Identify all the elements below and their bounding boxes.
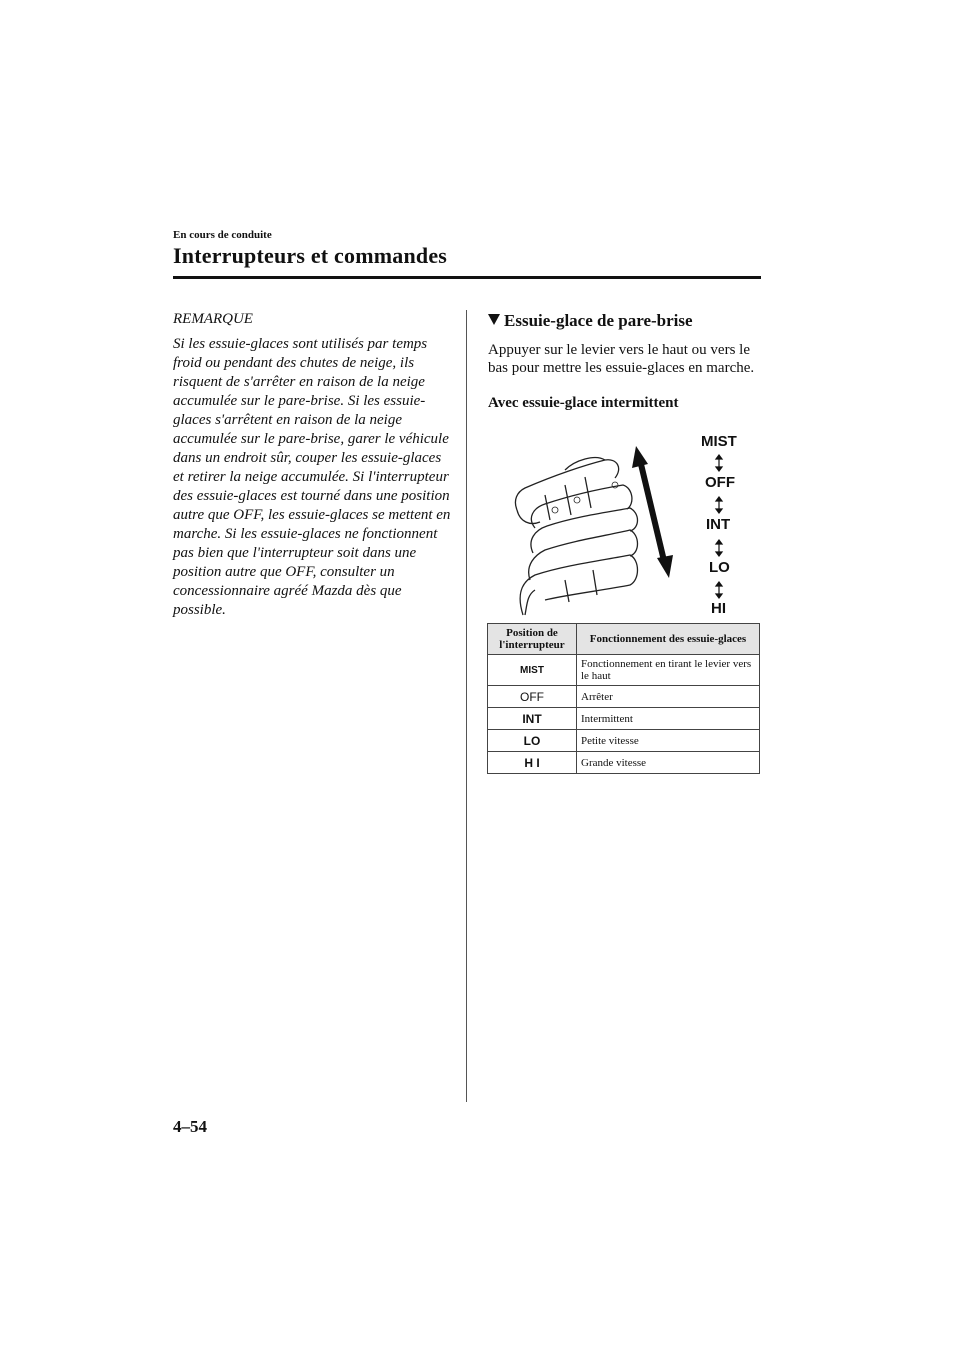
table-header-function: Fonctionnement des essuie-glaces [577, 624, 760, 655]
column-divider [466, 310, 467, 1102]
table-row [488, 686, 760, 708]
instructions-text: Appuyer sur le levier vers le haut ou vers le bas pour mettre les essuie-glaces en marche. [488, 342, 755, 376]
wiper-lever-figure [505, 430, 760, 620]
position-cell: MIST [488, 655, 577, 686]
function-cell: Fonctionnement en tirant le levier vers le haut [577, 655, 760, 686]
note-body: Si les essuie-glaces sont utilisés par temps froid ou pendant des chutes de neige, ils risquent de s'arrêter en raison de la neige accumulée sur le pare-brise. Si les essuie-glaces s'arrêtent en raison de la neige accumulée sur le pare-brise, garer le véhicule dans un endroit sûr, couper les essuie-glaces et retirer la neige accumulée. Si l'interrupteur des essuie-glaces est tourné dans une position autre que OFF, les essuie-glaces se mettent en marche. Si les essuie-glaces ne fonctionnent pas bien que l'interrupteur soit dans une position autre que OFF, consulter un concessionnaire agréé Mazda dès que possible. [173, 336, 451, 618]
table-header-position: Position de l'interrupteur [488, 624, 577, 655]
table-header-row [488, 624, 760, 655]
section-heading-text: Essuie-glace de pare-brise [504, 311, 693, 330]
table-row [488, 730, 760, 752]
label-mist: MIST [701, 433, 737, 450]
function-cell: Intermittent [577, 708, 760, 730]
table-row [488, 655, 760, 686]
table-row [488, 752, 760, 774]
page-number: 4–54 [173, 1117, 207, 1136]
section-heading [488, 311, 693, 331]
label-int: INT [706, 516, 731, 533]
function-cell: Petite vitesse [577, 730, 760, 752]
position-cell: H I [488, 752, 577, 774]
label-lo: LO [709, 559, 730, 576]
position-cell: LO [488, 730, 577, 752]
header-rule [173, 276, 761, 279]
page-title: Interrupteurs et commandes [173, 243, 448, 268]
section-label: En cours de conduite [173, 229, 272, 241]
label-hi: HI [711, 600, 726, 617]
position-cell: INT [488, 708, 577, 730]
label-off: OFF [705, 474, 735, 491]
double-arrow-icon [632, 446, 673, 578]
position-cell: OFF [488, 686, 577, 708]
triangle-marker-icon [488, 314, 500, 325]
function-cell: Arrêter [577, 686, 760, 708]
table-row [488, 708, 760, 730]
note-title: REMARQUE [173, 311, 253, 327]
wiper-positions-table [487, 623, 760, 774]
intermittent-subheading: Avec essuie-glace intermittent [488, 395, 679, 411]
function-cell: Grande vitesse [577, 752, 760, 774]
